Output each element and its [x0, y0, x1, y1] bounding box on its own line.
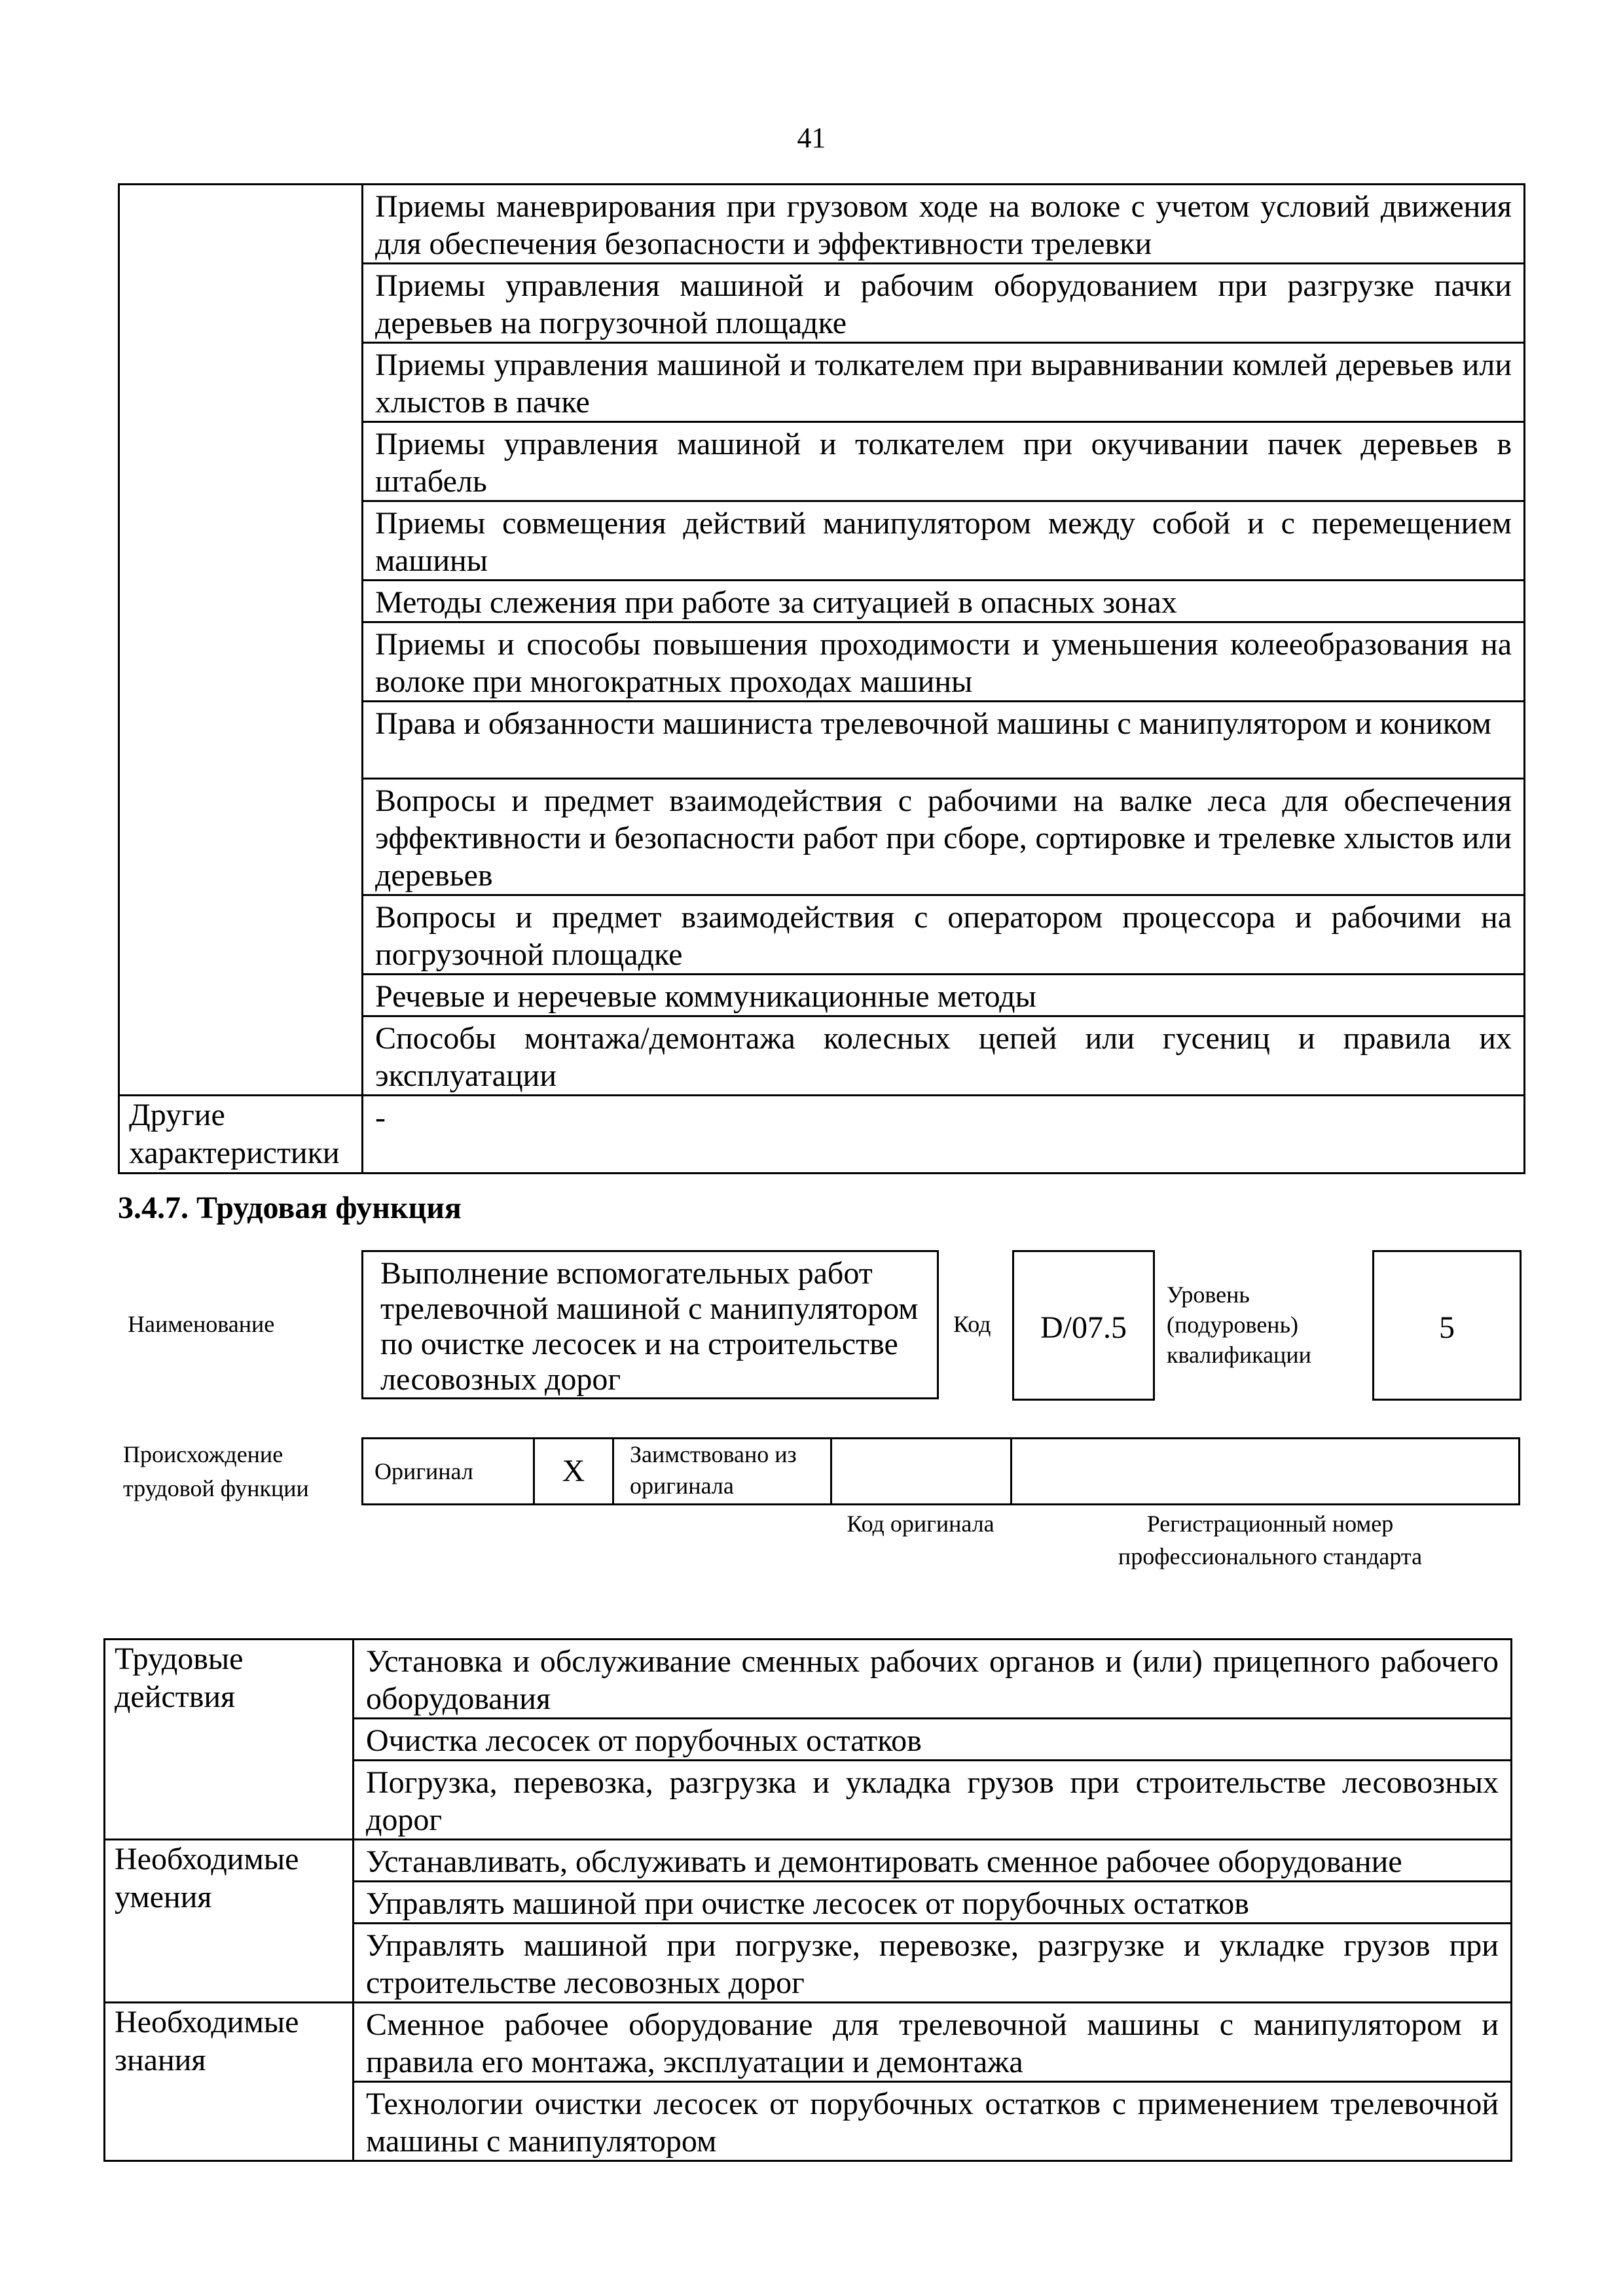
- table-row: Приемы и способы повышения проходимости и уменьшения колееобразования на волоке при многократных проходах машины: [363, 622, 1525, 702]
- level-box: 5: [1372, 1250, 1522, 1401]
- code-caption: Код оригинала: [847, 1511, 994, 1537]
- table-row: Вопросы и предмет взаимодействия с рабочими на валке леса для обеспечения эффективности и безопасности работ при сборе, сортировке и трелевке хлыстов или деревьев: [363, 779, 1525, 895]
- function-name-box: Выполнение вспомогательных работ трелевочной машиной с манипулятором по очистке лесосек и на строительстве лесовозных дорог: [361, 1250, 939, 1399]
- level-label: Уровень (подуровень) квалификации: [1167, 1282, 1311, 1368]
- knowledge-label: Необходимые знания: [105, 2003, 354, 2161]
- name-label: Наименование: [128, 1311, 275, 1337]
- table-row: Управлять машиной при погрузке, перевозке, разгрузке и укладке грузов при строительстве лесовозных дорог: [354, 1924, 1512, 2003]
- page-number: 41: [797, 122, 826, 154]
- original-code-cell: [830, 1437, 1012, 1505]
- other-characteristics-value: -: [363, 1096, 1525, 1174]
- table-row: Технологии очистки лесосек от порубочных остатков с применением трелевочной машины с манипулятором: [354, 2082, 1512, 2161]
- knowledge-continuation-table: [118, 183, 1525, 1174]
- label-cell-empty: [119, 185, 363, 1096]
- function-details-table: [103, 1638, 1512, 2162]
- actions-label: Трудовые действия: [105, 1640, 354, 1840]
- table-row: Речевые и неречевые коммуникационные методы: [363, 975, 1525, 1016]
- table-row: Очистка лесосек от порубочных остатков: [354, 1719, 1512, 1761]
- table-row: Способы монтажа/демонтажа колесных цепей или гусениц и правила их эксплуатации: [363, 1016, 1525, 1096]
- table-row: Сменное рабочее оборудование для трелевочной машины с манипулятором и правила его монтажа, эксплуатации и демонтажа: [354, 2003, 1512, 2082]
- table-row: Устанавливать, обслуживать и демонтировать сменное рабочее оборудование: [354, 1840, 1512, 1882]
- skills-label: Необходимые умения: [105, 1840, 354, 2003]
- original-label: Оригинал: [374, 1458, 473, 1484]
- section-heading: 3.4.7. Трудовая функция: [118, 1191, 462, 1225]
- origin-label: Происхождение трудовой функции: [123, 1441, 309, 1501]
- table-row: Приемы управления машиной и толкателем при окучивании пачек деревьев в штабель: [363, 422, 1525, 501]
- code-label: Код: [953, 1311, 991, 1337]
- code-box: D/07.5: [1012, 1250, 1155, 1401]
- table-row: Методы слежения при работе за ситуацией в опасных зонах: [363, 581, 1525, 622]
- borrowed-label: Заимствовано из оригинала: [630, 1441, 797, 1499]
- table-row: Погрузка, перевозка, разгрузка и укладка грузов при строительстве лесовозных дорог: [354, 1761, 1512, 1840]
- divider: [1010, 1437, 1013, 1505]
- table-row: Приемы совмещения действий манипулятором между собой и с перемещением машины: [363, 501, 1525, 581]
- table-row: Управлять машиной при очистке лесосек от порубочных остатков: [354, 1882, 1512, 1924]
- table-row: Права и обязанности машиниста трелевочной машины с манипулятором и коником: [363, 702, 1525, 779]
- table-row: Вопросы и предмет взаимодействия с оператором процессора и рабочими на погрузочной площадке: [363, 895, 1525, 975]
- table-row: Приемы маневрирования при грузовом ходе на волоке с учетом условий движения для обеспечения безопасности и эффективности трелевки: [363, 185, 1525, 264]
- original-mark: X: [533, 1437, 614, 1505]
- table-row: Установка и обслуживание сменных рабочих органов и (или) прицепного рабочего оборудования: [354, 1640, 1512, 1719]
- table-row: Приемы управления машиной и рабочим оборудованием при разгрузке пачки деревьев на погрузочной площадке: [363, 264, 1525, 343]
- other-characteristics-label: Другие характеристики: [119, 1096, 363, 1174]
- table-row: Приемы управления машиной и толкателем при выравнивании комлей деревьев или хлыстов в пачке: [363, 343, 1525, 422]
- reg-number-caption: Регистрационный номер профессионального стандарта: [1118, 1511, 1423, 1570]
